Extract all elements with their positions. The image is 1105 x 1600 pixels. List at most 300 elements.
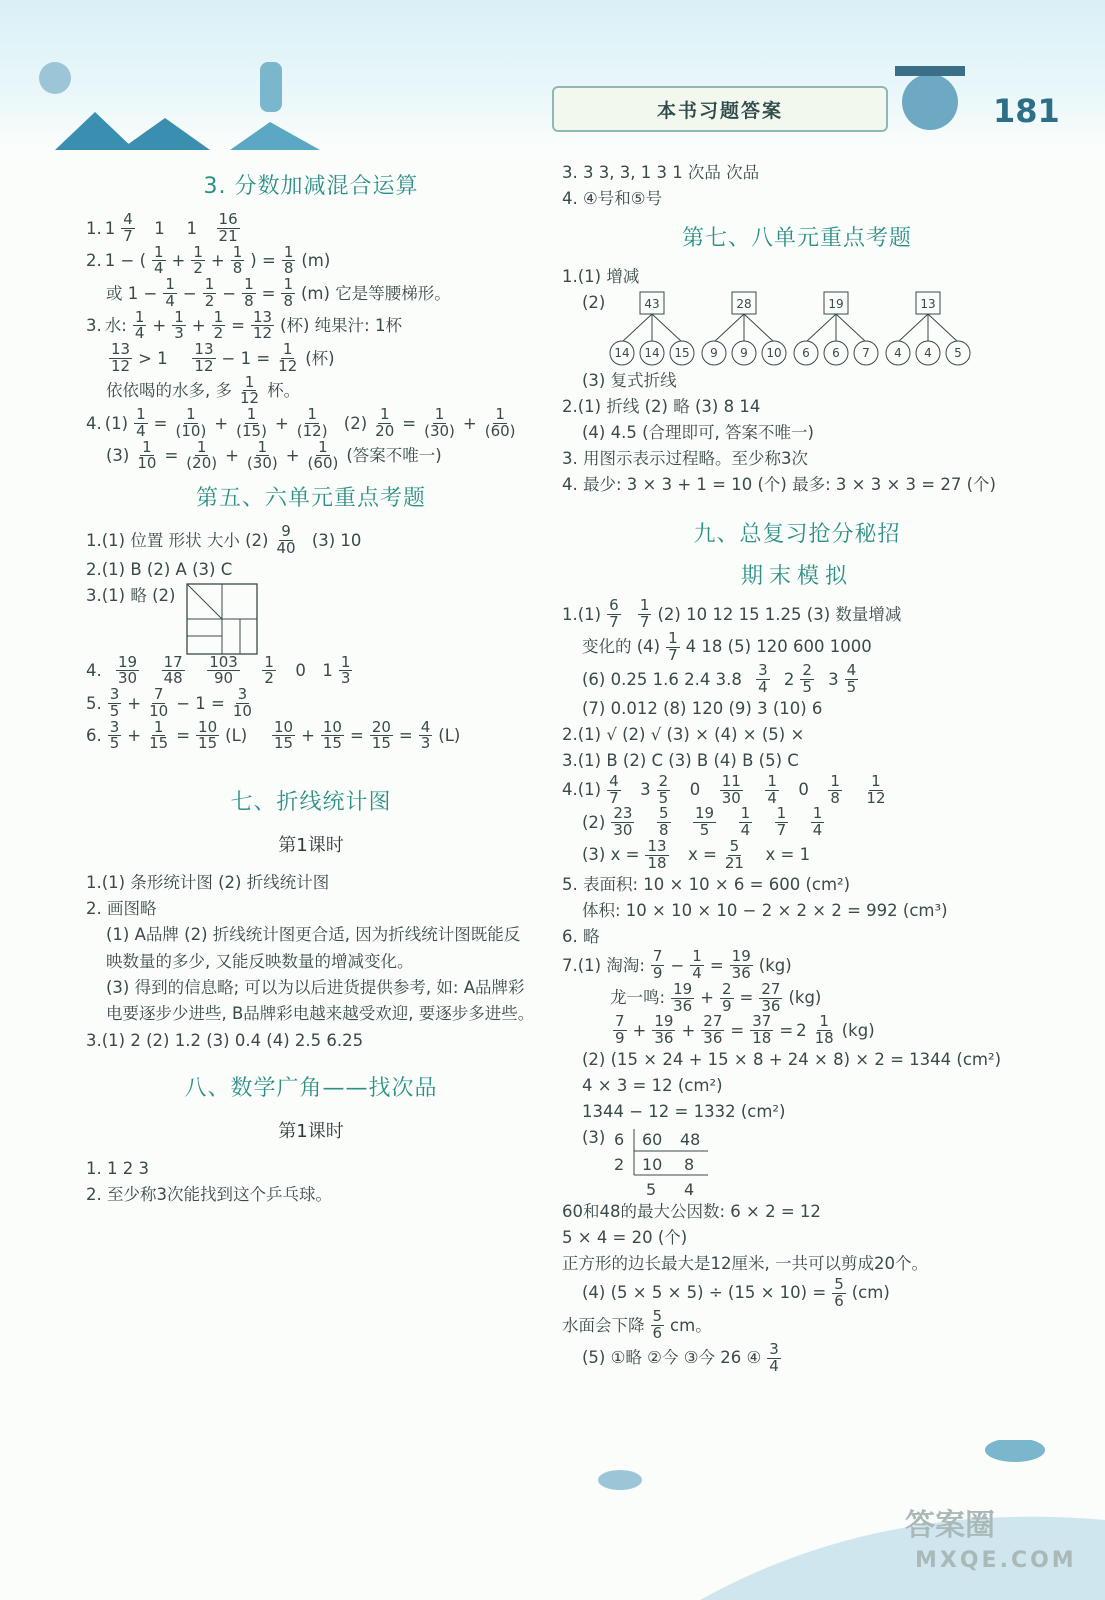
answer-line [562,264,1032,290]
fraction [108,717,122,753]
text: 3. 3 3, 3, 1 3 1 次品 次品 [562,163,760,183]
fraction [422,407,457,440]
fraction [800,663,814,696]
denominator: 30 [118,669,138,688]
numerator: 10 [322,717,342,736]
fraction [775,806,789,839]
answer-line [562,186,1032,212]
text: (2) [582,293,606,313]
op: = [398,726,413,746]
text: (杯) 纯果汁: 1杯 [280,316,402,336]
fraction [651,1309,665,1342]
text: 杯。 [267,381,301,401]
numerator: 1 [213,307,224,326]
answer-line [86,277,536,310]
text: 1344 − 12 = 1332 (cm²) [582,1102,786,1121]
right-column [562,160,1032,1374]
answer-line [562,1073,1032,1099]
denominator: 2 [213,324,224,343]
numerator: 1 [142,437,152,456]
text: 正方形的边长最大是12厘米, 一共可以剪成20个。 [562,1254,928,1273]
fraction [152,242,166,278]
answer-line [86,557,536,583]
section-title: 3. 分数加减混合运算 [203,174,419,199]
numerator: 1 [154,242,164,261]
fraction [282,242,296,278]
text: 2. 至少称3次能找到这个乒乓球。 [86,1184,332,1204]
tree-branch [836,314,866,342]
text: (4) (5 × 5 × 5) ÷ (15 × 10) = [582,1283,827,1303]
fraction [811,806,825,839]
numerator: 10 [273,717,294,736]
text: (1) [104,413,129,433]
text: (3) 10 [311,530,362,550]
op: + [462,413,477,433]
numerator: 1 [165,275,175,294]
numerator: 1 [232,242,243,261]
numerator: 23 [613,804,633,823]
fraction [666,628,680,664]
denominator: 4 [812,821,823,840]
text: 1.(1) 条形统计图 (2) 折线统计图 [86,873,330,893]
value: 0 [689,780,701,800]
numerator: 1 [871,771,881,790]
answer-line [562,1251,1032,1277]
answer-line [562,1274,1032,1310]
fraction [419,717,433,753]
section-title: 八、数学广角——找次品 [184,1075,438,1101]
denominator: 9 [721,996,732,1015]
numerator: 5 [834,1274,844,1293]
numerator: 2 [658,771,669,790]
q-num: 3. [86,316,102,336]
divisor: 2 [614,1154,625,1174]
fraction [191,242,205,278]
answer-line [562,1125,1032,1199]
denominator: 4 [758,678,768,697]
op: + [700,988,714,1008]
text: 5. 表面积: 10 × 10 × 6 = 600 (cm²) [562,874,851,894]
text: (6) 0.25 1.6 2.4 3.8 [582,669,742,689]
numerator: 4 [609,771,619,790]
answer-line [562,628,1032,664]
mixed-whole: 3 [828,669,839,689]
numerator: 1 [244,275,254,294]
numerator: 1 [639,596,650,615]
fraction [750,1014,773,1047]
fraction [133,307,147,343]
mascot-cap-icon [895,66,965,76]
text: 3.(1) 2 (2) 1.2 (3) 0.4 (4) 2.5 6.25 [86,1030,364,1050]
numerator: 1 [307,405,317,424]
fraction [832,1274,846,1310]
denominator: 3 [420,734,431,753]
denominator: 36 [703,1029,723,1048]
unit: (kg) [841,1020,875,1040]
tree-leaf-value: 15 [674,346,691,361]
tree-diagram [884,290,972,368]
op: − 1 = [176,693,225,713]
text: 4 × 3 = 12 (cm²) [582,1076,723,1095]
numerator: 13 [252,307,273,326]
op: + [274,413,289,433]
numerator: 1 [196,437,207,456]
op: = [402,413,417,433]
denominator: 4 [136,421,146,440]
fraction [690,949,704,982]
answer-line [562,368,1032,394]
tree-branch [744,314,774,342]
denominator: 4 [165,291,175,310]
answer-line [86,372,536,408]
fraction [321,717,344,753]
denominator: 15 [273,734,294,753]
footer-illustration [580,1440,1105,1600]
quotient: 5 [646,1179,657,1199]
text: (4) 4.5 (合理即可, 答案不唯一) [582,423,814,443]
op: − 1 = [221,348,271,368]
op: − [222,283,237,303]
fraction [306,437,341,473]
fraction [613,1014,627,1047]
text: 3.(1) 略 (2) [86,585,176,605]
quotient: 4 [684,1179,695,1199]
answer-line [562,1199,1032,1225]
tree-leaf-value: 5 [954,346,963,361]
denominator: 9 [615,1029,625,1048]
fraction [651,949,665,982]
fraction [845,663,859,696]
denominator: 7 [776,821,787,840]
text: 水面会下降 [562,1315,645,1335]
op: = [153,413,168,433]
fraction [607,771,621,807]
tree-diagrams [608,290,976,368]
answer-line [562,696,1032,722]
tree-leaf-value: 4 [894,346,903,361]
numerator: 2 [721,979,732,998]
text: 1. 1 2 3 [86,1158,149,1178]
denominator: 18 [647,853,667,872]
fraction [767,1339,781,1375]
lesson-title: 第1课时 [278,1120,344,1142]
denominator: 5 [846,678,857,697]
text: x = 1 [765,845,811,865]
answer-line [86,242,536,278]
fraction [611,806,634,839]
numerator: 1 [283,242,294,261]
answer-line [562,160,1032,186]
denominator: 10 [137,454,157,473]
tree-diagram [608,290,696,368]
answer-line [86,407,536,440]
denominator: 15 [371,734,391,753]
numerator: 13 [111,340,131,359]
answer-line [86,896,536,922]
text: (5) ①略 ②今 ③今 26 ④ [582,1348,762,1368]
grid-line [187,584,222,619]
fraction [116,652,139,688]
fraction [192,342,215,375]
fraction [134,407,148,440]
numerator: 3 [758,661,768,680]
text: (2) (15 × 24 + 15 × 8 + 24 × 8) × 2 = 1344 (cm²) [582,1050,1002,1069]
op: = [739,988,754,1008]
numerator: 13 [194,340,214,359]
denominator: 2 [204,291,215,310]
answer-line [562,394,1032,420]
lesson-title: 第1课时 [278,835,344,857]
denominator: 2 [193,259,203,278]
answer-paragraph: (3) 得到的信息略; 可以为以后进货提供参考, 如: A品牌彩电要逐步少进些, B品牌彩电越来越受欢迎, 要逐步多进些。 [106,977,535,1024]
text: (答案不唯一) [346,446,442,466]
numerator: 5 [652,1307,663,1326]
text: (3) [582,1127,606,1147]
numerator: 7 [153,685,164,704]
denominator: 10 [149,701,169,720]
text: (3) [106,446,130,466]
mountain-left [55,112,135,150]
numerator: 1 [740,804,751,823]
denominator: 4 [740,821,751,840]
text: 5 × 4 = 20 (个) [562,1228,688,1247]
denominator: (30) [246,454,278,473]
numerator: 1 [318,437,328,456]
denominator: 5 [802,678,812,697]
text: x = [688,845,717,865]
fraction [483,407,518,440]
numerator: 19 [673,979,693,998]
numerator: 37 [752,1012,772,1031]
denominator: 15 [322,734,342,753]
text: (3) x = [582,845,640,865]
tree-diagram [700,290,788,368]
numerator: 2 [802,661,812,680]
numerator: 1 [379,405,390,424]
numerator: 1 [244,372,255,391]
answer-line [562,420,1032,446]
denominator: (20) [186,454,218,473]
unit: (L) [438,726,461,746]
denominator: 21 [218,226,238,245]
page-header [0,0,1105,150]
mixed-whole: 2 [783,669,795,689]
unit: (kg) [758,955,792,975]
value: 1 [154,218,165,238]
denominator: 36 [654,1029,674,1048]
mixed-whole: 1 [104,218,116,238]
fraction [262,652,276,688]
q-num: 5. [86,693,102,713]
fraction [272,717,295,753]
answer-line [562,598,1032,631]
numerator: 5 [729,836,740,855]
mixed-whole: 1 [322,661,333,681]
denominator: 3 [174,324,184,343]
fraction [370,717,393,753]
fraction [701,1014,724,1047]
numerator: 1 [153,717,164,736]
watermark-logo: 答案圈 [905,1508,995,1543]
mixed-whole: 2 [796,1020,807,1040]
op: = [164,446,179,466]
fraction [730,949,753,982]
section-subtitle: 期末模拟 [740,564,853,590]
text: (2) 10 12 15 1.25 (3) 数量增减 [657,604,902,624]
denominator: 5 [109,701,120,720]
answer-line [562,806,1032,839]
numerator: 20 [371,717,391,736]
numerator: 1 [136,405,146,424]
answer-line [562,446,1032,472]
fraction [720,979,734,1015]
text: 60和48的最大公因数: 6 × 2 = 12 [562,1202,821,1221]
numerator: 7 [615,1012,625,1031]
numerator: 103 [209,652,238,671]
answer-line [562,949,1032,982]
denominator: (30) [424,421,455,440]
denominator: 8 [244,291,254,310]
numerator: 3 [237,685,248,704]
op: = [231,316,245,336]
numerator: 16 [218,210,238,229]
answer-line [562,923,1032,949]
denominator: 12 [252,324,273,343]
tree-branch [714,314,744,342]
answer-line [86,437,536,473]
numerator: 1 [246,405,257,424]
numerator: 4 [420,717,431,736]
answer-line [562,771,1032,807]
fraction [162,652,185,688]
denominator: 4 [692,964,702,983]
denominator: 8 [283,259,294,278]
fraction [276,342,299,375]
quotient: 8 [684,1154,695,1174]
denominator: (12) [296,421,328,440]
op: + [191,316,206,336]
text: 3. 用图示表示过程略。至少称3次 [562,449,808,469]
denominator: 18 [814,1029,834,1048]
text: 2.(1) B (2) A (3) C [86,559,233,579]
fraction [121,212,135,245]
fraction [813,1014,836,1047]
tree-leaf-value: 9 [710,346,719,361]
op: = [176,726,191,746]
numerator: 1 [283,275,293,294]
q-num: 4. [86,413,102,433]
fraction [238,372,261,408]
numerator: 1 [776,804,787,823]
answer-line [562,979,1032,1015]
fraction [234,407,269,440]
op: > 1 [138,348,168,368]
tree-branch [652,314,682,342]
q-num: 1. [86,218,102,238]
tree-leaf-value: 10 [766,346,783,361]
text: 4.(1) [562,780,602,800]
answer-line [86,307,536,343]
tree-leaf-value: 14 [644,346,661,361]
answer-line [562,290,1032,368]
section-title: 七、折线统计图 [230,790,392,816]
op: = [349,726,364,746]
denominator: 9 [652,964,663,983]
denominator: 48 [163,669,183,688]
op: + [171,251,186,271]
op: = [730,1020,745,1040]
unit: (cm) [851,1283,890,1303]
numerator: 6 [609,596,619,615]
denominator: 6 [652,1324,663,1343]
text: 龙一鸣: [610,988,666,1008]
answer-line [562,836,1032,872]
text: 4. ④号和⑤号 [562,189,663,209]
answer-line [562,1099,1032,1125]
numerator: 1 [434,405,445,424]
fraction [109,342,132,375]
text: 2. 画图略 [86,899,157,919]
answer-line [562,1047,1032,1073]
q-num: 6. [86,726,102,746]
numerator: 1 [668,628,678,647]
answer-line [86,687,536,720]
fraction [671,979,694,1015]
numerator: 17 [163,652,183,671]
text: 1.(1) [562,604,602,624]
tree-branch [928,314,958,342]
unit: (kg) [788,988,822,1008]
fraction [759,979,782,1015]
denominator: 12 [278,356,298,375]
tree-leaf-value: 7 [862,346,871,361]
tree-root-value: 13 [920,297,937,312]
fraction [135,437,158,473]
op: + [210,251,225,271]
denominator: (60) [484,421,516,440]
fraction [723,836,746,872]
unit: (m) [301,251,331,271]
tree-leaf-value: 14 [614,346,631,361]
fraction [657,806,671,839]
text: (3) 复式折线 [582,371,677,391]
numerator: 4 [123,210,133,229]
text: (m) 它是等腰梯形。 [301,283,451,303]
answer-line [86,524,536,557]
denominator: 8 [830,788,840,807]
answer-paragraph: (1) A品牌 (2) 折线统计图更合适, 因为折线统计图既能反映数量的多少, 又能反映数量的增减变化。 [106,925,521,971]
numerator: 1 [257,437,268,456]
answer-line [562,472,1032,498]
tree-leaf-value: 9 [740,346,749,361]
op: + [285,446,300,466]
numerator: 1 [812,804,823,823]
numerator: 19 [654,1012,674,1031]
text: 6. 略 [562,926,600,946]
numerator: 1 [134,307,145,326]
section-title: 九、总复习抢分秘招 [693,522,901,548]
fraction [174,407,209,440]
fraction [212,307,226,343]
answer-line [86,342,536,375]
denominator: 4 [769,1356,779,1375]
numerator: 19 [118,652,138,671]
quotient: 10 [642,1154,663,1174]
numerator: 27 [761,979,781,998]
answer-line [86,1182,536,1208]
op: + [225,446,239,466]
fraction [203,277,217,310]
